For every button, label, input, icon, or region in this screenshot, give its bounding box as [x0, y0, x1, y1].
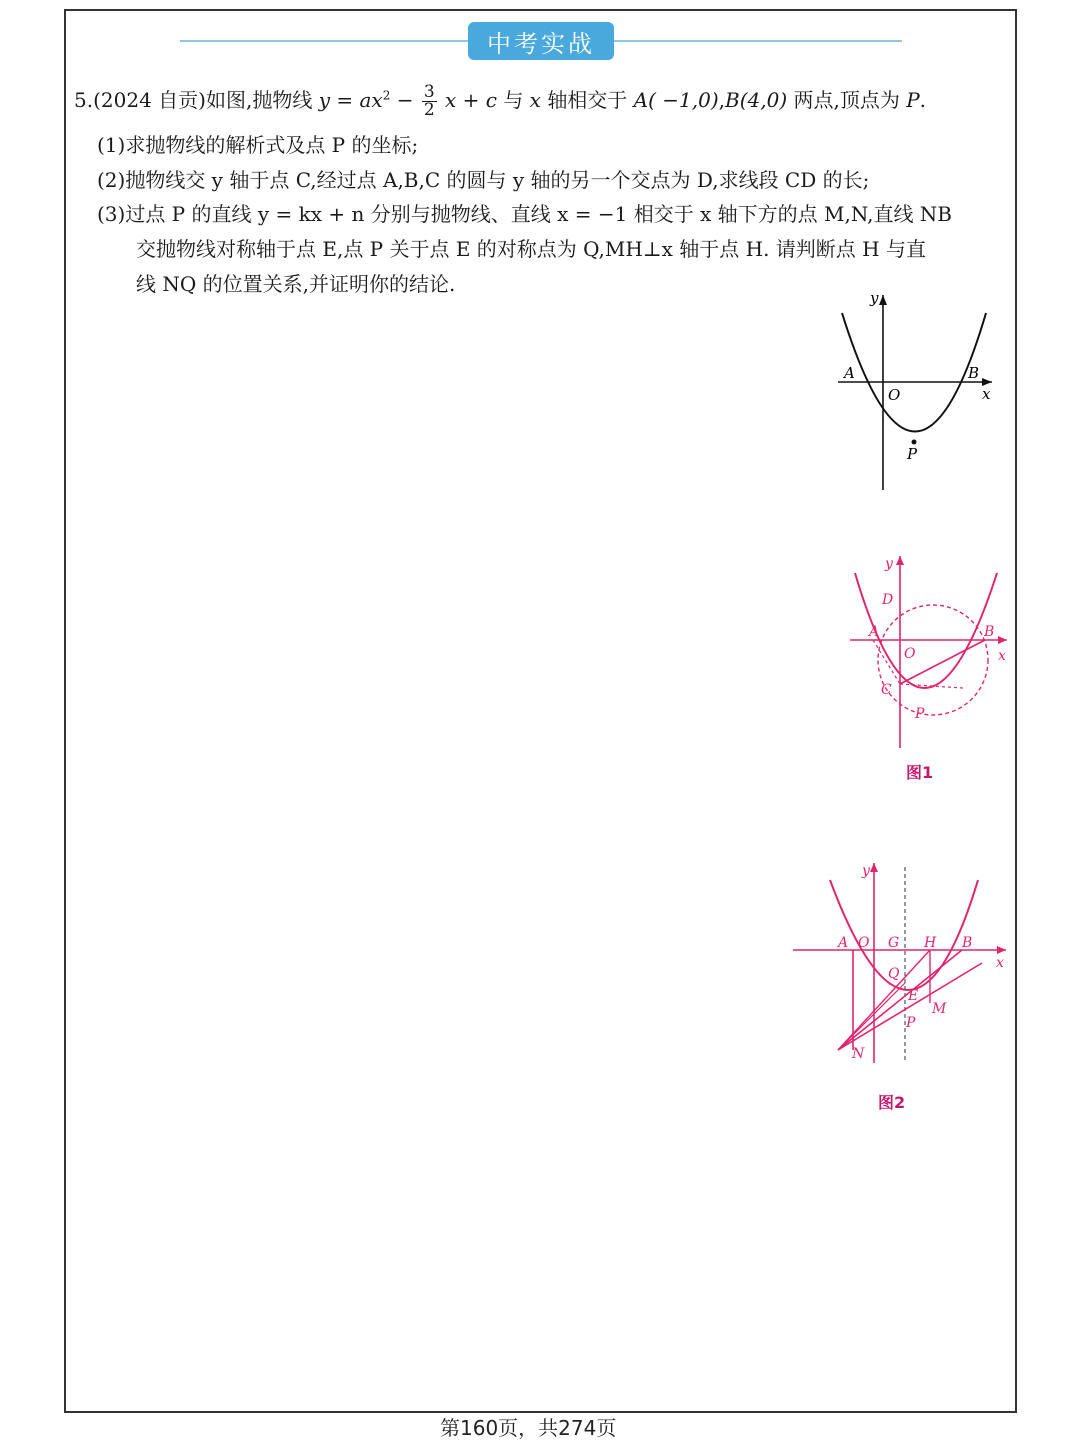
- question-stem: [74, 84, 926, 119]
- label-b: B: [984, 624, 995, 640]
- question-source: (2024 自贡): [93, 88, 206, 112]
- intro-text-d: 两点,顶点为: [793, 88, 900, 112]
- label-b: B: [968, 364, 980, 382]
- part-3-line-2: 交抛物线对称轴于点 E,点 P 关于点 E 的对称点为 Q,MH⊥x 轴于点 H. 请判断点 H 与直: [136, 237, 926, 261]
- label-m: M: [932, 1001, 947, 1017]
- figure-1: [845, 548, 1015, 753]
- label-x: x: [998, 648, 1006, 664]
- line-nm: [838, 963, 982, 1050]
- y-axis-arrow: [896, 556, 904, 565]
- label-a: A: [869, 624, 880, 640]
- label-o: O: [888, 386, 901, 404]
- label-a: A: [844, 364, 855, 382]
- y-axis-arrow: [879, 295, 887, 305]
- fraction-numerator: 3: [423, 82, 435, 102]
- point-a: A( −1,0): [633, 88, 719, 112]
- part-2: (2)抛物线交 y 轴于点 C,经过点 A,B,C 的圆与 y 轴的另一个交点为 D,求线段 CD 的长;: [97, 168, 870, 192]
- period: .: [919, 88, 927, 112]
- label-e: E: [908, 988, 919, 1004]
- label-y: y: [885, 556, 893, 572]
- y-axis-arrow: [870, 863, 878, 872]
- label-y: y: [862, 863, 870, 879]
- intro-text: 如图,抛物线: [205, 88, 313, 112]
- fraction-denominator: 2: [423, 100, 435, 120]
- figure-1-caption: 图1: [906, 763, 934, 782]
- part-1: (1)求抛物线的解析式及点 P 的坐标;: [97, 133, 419, 157]
- x-axis-arrow: [998, 636, 1007, 644]
- label-a: A: [838, 935, 849, 951]
- parabola-curve: [842, 313, 986, 432]
- banner-rule-left: [180, 40, 470, 42]
- line-nb: [838, 950, 962, 1050]
- label-o: O: [858, 935, 870, 951]
- label-h: H: [924, 935, 937, 951]
- circle-abc: [878, 605, 988, 715]
- equation-ax: ax: [359, 88, 383, 112]
- label-p: P: [907, 445, 918, 463]
- figure-2: [790, 855, 1010, 1070]
- label-d: D: [882, 592, 894, 608]
- intro-text-c: 轴相交于: [547, 88, 628, 112]
- label-q: Q: [888, 966, 900, 982]
- label-x: x: [982, 385, 991, 403]
- label-g: G: [888, 935, 900, 951]
- point-p: P: [906, 88, 920, 112]
- main-parabola-figure: [830, 285, 1000, 500]
- figure-2-caption: 图2: [878, 1093, 906, 1112]
- label-c: C: [881, 682, 892, 698]
- label-p: P: [915, 706, 925, 722]
- x-axis-arrow: [997, 946, 1006, 954]
- equation-fraction: [422, 84, 437, 119]
- equation-y: y: [318, 88, 330, 112]
- point-b: B(4,0): [725, 88, 788, 112]
- label-o: O: [904, 646, 916, 662]
- label-x: x: [996, 955, 1004, 971]
- segment-ac: [873, 640, 900, 684]
- label-y: y: [870, 289, 879, 307]
- label-n: N: [852, 1046, 865, 1062]
- label-b: B: [962, 935, 973, 951]
- section-banner: 中考实战: [468, 22, 614, 60]
- banner-rule-right: [612, 40, 902, 42]
- intro-x: x: [529, 88, 541, 112]
- part-3-line-1: (3)过点 P 的直线 y = kx + n 分别与抛物线、直线 x = −1 相交于 x 轴下方的点 M,N,直线 NB: [97, 202, 953, 226]
- comma: ,: [718, 88, 726, 112]
- vertex-point: [912, 440, 917, 445]
- label-p: P: [906, 1015, 916, 1031]
- equation-rest: x + c: [445, 88, 497, 112]
- question-number: 5.: [74, 88, 94, 112]
- equation-exponent: 2: [382, 88, 391, 103]
- equation-equals: =: [336, 88, 354, 112]
- page-number: 第160页，共274页: [440, 1416, 617, 1440]
- part-3-line-3: 线 NQ 的位置关系,并证明你的结论.: [136, 272, 456, 296]
- intro-text-b: 与: [503, 88, 524, 112]
- equation-minus: −: [396, 88, 414, 112]
